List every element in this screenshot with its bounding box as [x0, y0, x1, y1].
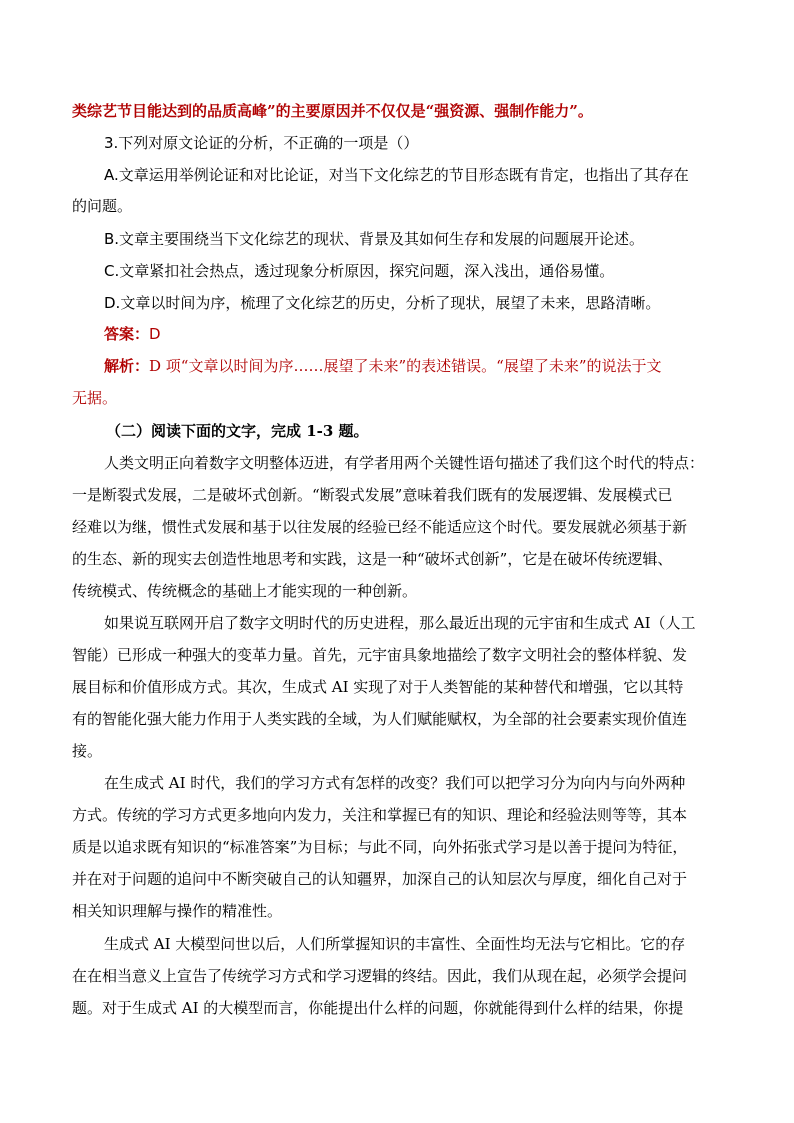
q3-stem: 3.下列对原文论证的分析，不正确的一项是（）	[104, 134, 419, 152]
q3-option-b: B.文章主要围绕当下文化综艺的现状、背景及其如何生存和发展的问题展开论述。	[104, 230, 645, 248]
q3-analysis-line2: 无据。	[72, 389, 118, 407]
passage-p4-line1: 生成式 AI 大模型问世以后，人们所掌握知识的丰富性、全面性均无法与它相比。它的存	[104, 935, 686, 953]
passage-p2-line2: 智能）已形成一种强大的变革力量。首先，元宇宙具象地描绘了数字文明社会的整体样貌、发	[72, 646, 688, 664]
passage-p3-line3: 质是以追求既有知识的“标准答案”为目标；与此不同，向外拓张式学习是以善于提问为特征，	[72, 838, 688, 856]
passage-p3-line4: 并在对于问题的追问中不断突破自己的认知疆界，加深自己的认知层次与厚度，细化自己对于	[72, 870, 688, 888]
passage-p4-line3: 题。对于生成式 AI 的大模型而言，你能提出什么样的问题，你就能得到什么样的结果，你提	[72, 999, 684, 1017]
passage-p2-line3: 展目标和价值形成方式。其次，生成式 AI 实现了对于人类智能的某种替代和增强，它以其特	[72, 678, 684, 696]
analysis-text: D 项“文章以时间为序……展望了未来”的表述错误。“展望了未来”的说法于文	[149, 357, 662, 375]
passage-p1-line2: 一是断裂式发展，二是破坏式创新。“断裂式发展”意味着我们既有的发展逻辑、发展模式已	[72, 486, 673, 504]
q3-option-a-line2: 的问题。	[72, 197, 133, 215]
answer-value: D	[149, 325, 161, 343]
answer-label: 答案：	[104, 325, 150, 343]
passage-p4-line2: 在在相当意义上宣告了传统学习方式和学习逻辑的终结。因此，我们从现在起，必须学会提问	[72, 967, 688, 985]
passage-p2-line4: 有的智能化强大能力作用于人类实践的全域，为人们赋能赋权，为全部的社会要素实现价值连	[72, 710, 688, 728]
section-title: （二）阅读下面的文字，完成 1-3 题。	[106, 422, 369, 440]
analysis-label: 解析：	[104, 357, 150, 375]
q3-analysis-line1	[104, 356, 724, 376]
q3-answer	[104, 324, 724, 344]
passage-p3-line2: 方式。传统的学习方式更多地向内发力，关注和掌握已有的知识、理论和经验法则等等，其本	[72, 806, 688, 824]
passage-p1-line1: 人类文明正向着数字文明整体迈进，有学者用两个关键性语句描述了我们这个时代的特点：	[104, 454, 705, 472]
passage-p1-line3: 经难以为继，惯性式发展和基于以往发展的经验已经不能适应这个时代。要发展就必须基于新	[72, 518, 688, 536]
passage-p1-line4: 的生态、新的现实去创造性地思考和实践，这是一种“破坏式创新”，它是在破坏传统逻辑、	[72, 550, 673, 568]
q3-option-a-line1: A.文章运用举例论证和对比论证，对当下文化综艺的节目形态既有肯定，也指出了其存在	[104, 166, 689, 184]
passage-p3-line5: 相关知识理解与操作的精准性。	[72, 902, 283, 920]
passage-p2-line1: 如果说互联网开启了数字文明时代的历史进程，那么最近出现的元宇宙和生成式 AI（人工	[104, 614, 696, 632]
q3-option-d: D.文章以时间为序，梳理了文化综艺的历史，分析了现状，展望了未来，思路清晰。	[104, 294, 661, 312]
q2-analysis-tail: 类综艺节目能达到的品质高峰”的主要原因并不仅仅是“强资源、强制作能力”。	[72, 102, 593, 120]
passage-p2-line5: 接。	[72, 742, 103, 760]
passage-p1-line5: 传统模式、传统概念的基础上才能实现的一种创新。	[72, 582, 418, 600]
q3-option-c: C.文章紧扣社会热点，透过现象分析原因，探究问题，深入浅出，通俗易懂。	[104, 262, 615, 280]
passage-p3-line1: 在生成式 AI 时代，我们的学习方式有怎样的改变？我们可以把学习分为向内与向外两种	[104, 774, 686, 792]
